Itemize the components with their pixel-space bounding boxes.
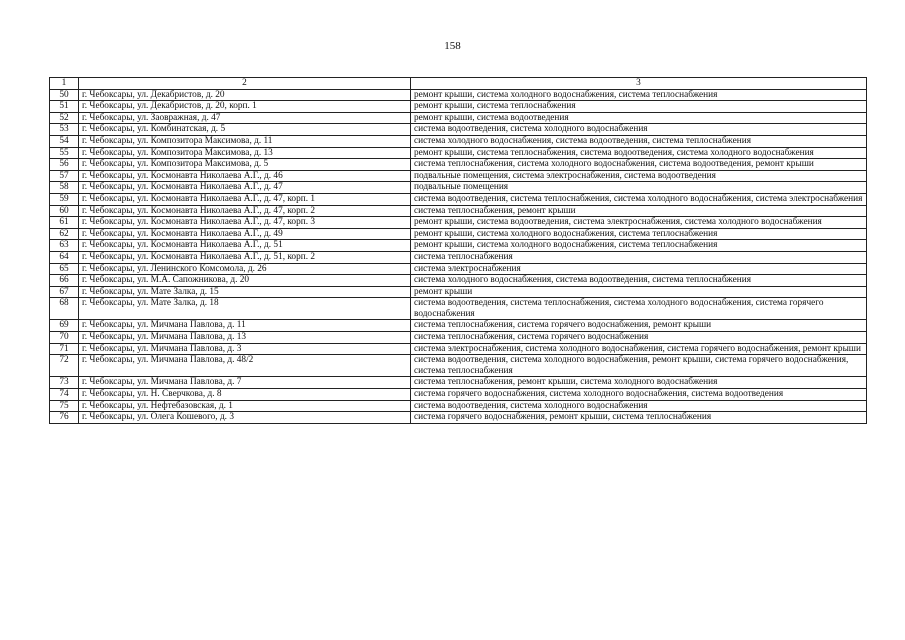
works-cell: система горячего водоснабжения, ремонт крыши, система теплоснабжения — [411, 412, 867, 424]
row-number-cell: 68 — [50, 298, 79, 320]
works-cell: подвальные помещения, система электроснабжения, система водоотведения — [411, 170, 867, 182]
address-cell: г. Чебоксары, ул. Олега Кошевого, д. 3 — [79, 412, 411, 424]
works-cell: система теплоснабжения — [411, 251, 867, 263]
row-number-cell: 74 — [50, 389, 79, 401]
table-row — [50, 193, 867, 205]
address-cell: г. Чебоксары, ул. Композитора Максимова, д. 13 — [79, 147, 411, 159]
address-cell: г. Чебоксары, ул. Космонавта Николаева А.Г., д. 51, корп. 2 — [79, 251, 411, 263]
row-number-cell: 66 — [50, 275, 79, 287]
table-row — [50, 101, 867, 113]
address-cell: г. Чебоксары, ул. Космонавта Николаева А.Г., д. 47, корп. 3 — [79, 217, 411, 229]
works-cell: ремонт крыши, система водоотведения, система электроснабжения, система холодного водоснабжения — [411, 217, 867, 229]
address-cell: г. Чебоксары, ул. Заовражная, д. 47 — [79, 112, 411, 124]
address-cell: г. Чебоксары, ул. Мичмана Павлова, д. 13 — [79, 332, 411, 344]
row-number-cell: 51 — [50, 101, 79, 113]
row-number-cell: 64 — [50, 251, 79, 263]
row-number-cell: 62 — [50, 228, 79, 240]
works-cell: подвальные помещения — [411, 182, 867, 194]
address-cell: г. Чебоксары, ул. Космонавта Николаева А.Г., д. 46 — [79, 170, 411, 182]
works-cell: система водоотведения, система холодного водоснабжения — [411, 400, 867, 412]
address-cell: г. Чебоксары, ул. Космонавта Николаева А.Г., д. 49 — [79, 228, 411, 240]
table-row — [50, 228, 867, 240]
address-cell: г. Чебоксары, ул. Мате Залка, д. 18 — [79, 298, 411, 320]
table-row — [50, 240, 867, 252]
address-cell: г. Чебоксары, ул. Комбинатская, д. 5 — [79, 124, 411, 136]
address-cell: г. Чебоксары, ул. Н. Сверчкова, д. 8 — [79, 389, 411, 401]
works-cell: ремонт крыши, система холодного водоснабжения, система теплоснабжения — [411, 240, 867, 252]
row-number-cell: 58 — [50, 182, 79, 194]
works-cell: система теплоснабжения, система горячего водоснабжения, ремонт крыши — [411, 320, 867, 332]
table-row — [50, 320, 867, 332]
works-cell: система холодного водоснабжения, система водоотведения, система теплоснабжения — [411, 135, 867, 147]
page-number: 158 — [444, 40, 461, 52]
works-cell: ремонт крыши, система холодного водоснабжения, система теплоснабжения — [411, 89, 867, 101]
row-number-cell: 56 — [50, 159, 79, 171]
header-col-2: 2 — [79, 78, 411, 90]
row-number-cell: 71 — [50, 343, 79, 355]
address-cell: г. Чебоксары, ул. Мичмана Павлова, д. 48/2 — [79, 355, 411, 377]
table-row — [50, 182, 867, 194]
address-cell: г. Чебоксары, ул. Космонавта Николаева А.Г., д. 51 — [79, 240, 411, 252]
address-cell: г. Чебоксары, ул. Мичмана Павлова, д. 3 — [79, 343, 411, 355]
works-cell: ремонт крыши, система теплоснабжения — [411, 101, 867, 113]
address-cell: г. Чебоксары, ул. Космонавта Николаева А.Г., д. 47, корп. 1 — [79, 193, 411, 205]
row-number-cell: 67 — [50, 286, 79, 298]
address-cell: г. Чебоксары, ул. Декабристов, д. 20, корп. 1 — [79, 101, 411, 113]
row-number-cell: 65 — [50, 263, 79, 275]
row-number-cell: 52 — [50, 112, 79, 124]
row-number-cell: 72 — [50, 355, 79, 377]
address-cell: г. Чебоксары, ул. Композитора Максимова, д. 11 — [79, 135, 411, 147]
table-row — [50, 286, 867, 298]
table-row — [50, 275, 867, 287]
works-cell: система электроснабжения, система холодного водоснабжения, система горячего водоснабжения, ремонт крыши — [411, 343, 867, 355]
row-number-cell: 70 — [50, 332, 79, 344]
table-row — [50, 112, 867, 124]
works-cell: система теплоснабжения, система холодного водоснабжения, система водоотведения, ремонт крыши — [411, 159, 867, 171]
works-cell: ремонт крыши, система водоотведения — [411, 112, 867, 124]
address-cell: г. Чебоксары, ул. Декабристов, д. 20 — [79, 89, 411, 101]
table-row — [50, 412, 867, 424]
address-cell: г. Чебоксары, ул. Мате Залка, д. 15 — [79, 286, 411, 298]
table-row — [50, 332, 867, 344]
works-cell: система холодного водоснабжения, система водоотведения, система теплоснабжения — [411, 275, 867, 287]
works-cell: система электроснабжения — [411, 263, 867, 275]
row-number-cell: 60 — [50, 205, 79, 217]
row-number-cell: 76 — [50, 412, 79, 424]
table-row — [50, 377, 867, 389]
works-cell: система теплоснабжения, ремонт крыши — [411, 205, 867, 217]
table-row — [50, 147, 867, 159]
header-col-3: 3 — [411, 78, 867, 90]
works-cell: система горячего водоснабжения, система холодного водоснабжения, система водоотведения — [411, 389, 867, 401]
row-number-cell: 53 — [50, 124, 79, 136]
works-cell: система водоотведения, система теплоснабжения, система холодного водоснабжения, система горячего водоснабжения — [411, 298, 867, 320]
table-row — [50, 400, 867, 412]
row-number-cell: 57 — [50, 170, 79, 182]
table-row — [50, 135, 867, 147]
row-number-cell: 59 — [50, 193, 79, 205]
table-row — [50, 217, 867, 229]
address-cell: г. Чебоксары, ул. М.А. Сапожникова, д. 20 — [79, 275, 411, 287]
table-row — [50, 355, 867, 377]
row-number-cell: 75 — [50, 400, 79, 412]
address-cell: г. Чебоксары, ул. Космонавта Николаева А.Г., д. 47 — [79, 182, 411, 194]
works-cell: система теплоснабжения, система горячего водоснабжения — [411, 332, 867, 344]
table-row — [50, 389, 867, 401]
works-cell: ремонт крыши — [411, 286, 867, 298]
works-cell: система водоотведения, система теплоснабжения, система холодного водоснабжения, система электроснабжения — [411, 193, 867, 205]
row-number-cell: 54 — [50, 135, 79, 147]
table-row — [50, 343, 867, 355]
address-cell: г. Чебоксары, ул. Мичмана Павлова, д. 7 — [79, 377, 411, 389]
table-row — [50, 124, 867, 136]
works-cell: система теплоснабжения, ремонт крыши, система холодного водоснабжения — [411, 377, 867, 389]
works-cell: ремонт крыши, система теплоснабжения, система водоотведения, система холодного водоснабжения — [411, 147, 867, 159]
address-cell: г. Чебоксары, ул. Мичмана Павлова, д. 11 — [79, 320, 411, 332]
table-header-row — [50, 78, 867, 90]
row-number-cell: 69 — [50, 320, 79, 332]
table-row — [50, 298, 867, 320]
row-number-cell: 63 — [50, 240, 79, 252]
works-cell: система водоотведения, система холодного водоснабжения — [411, 124, 867, 136]
table-row — [50, 159, 867, 171]
address-cell: г. Чебоксары, ул. Ленинского Комсомола, д. 26 — [79, 263, 411, 275]
table-row — [50, 89, 867, 101]
header-col-1: 1 — [50, 78, 79, 90]
table-row — [50, 251, 867, 263]
table-row — [50, 263, 867, 275]
works-cell: система водоотведения, система холодного водоснабжения, ремонт крыши, система горячего водоснабжения, система теплоснабжения — [411, 355, 867, 377]
table-row — [50, 170, 867, 182]
table-row — [50, 205, 867, 217]
row-number-cell: 73 — [50, 377, 79, 389]
row-number-cell: 55 — [50, 147, 79, 159]
row-number-cell: 50 — [50, 89, 79, 101]
address-cell: г. Чебоксары, ул. Нефтебазовская, д. 1 — [79, 400, 411, 412]
address-cell: г. Чебоксары, ул. Композитора Максимова, д. 5 — [79, 159, 411, 171]
address-cell: г. Чебоксары, ул. Космонавта Николаева А.Г., д. 47, корп. 2 — [79, 205, 411, 217]
row-number-cell: 61 — [50, 217, 79, 229]
works-cell: ремонт крыши, система холодного водоснабжения, система теплоснабжения — [411, 228, 867, 240]
register-table — [49, 77, 867, 424]
